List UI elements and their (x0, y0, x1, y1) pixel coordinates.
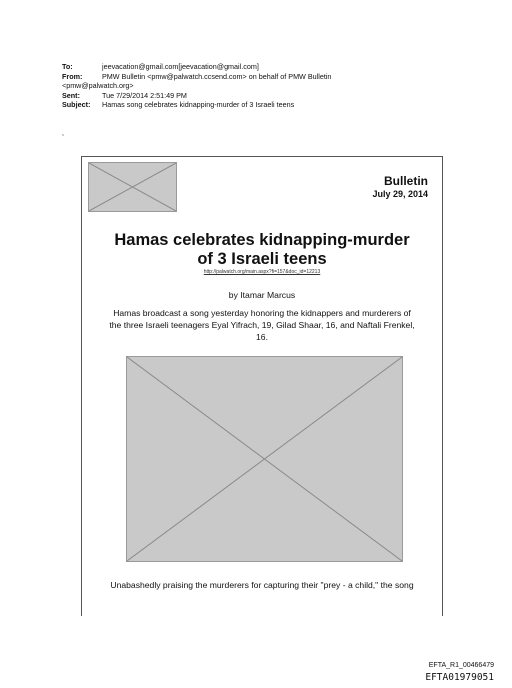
paragraph-2: Unabashedly praising the murderers for capturing their "prey - a child," the song (110, 580, 414, 590)
bulletin-card (81, 156, 443, 616)
article-link[interactable]: http://palwatch.org/main.aspx?fi=157&doc_id=12213 (203, 269, 321, 275)
article-title (82, 231, 442, 269)
from-value-cont: <pmw@palwatch.org> (62, 81, 134, 91)
byline: by Itamar Marcus (228, 290, 296, 300)
paragraph-1-line-1: Hamas broadcast a song yesterday honoring the kidnappers and murderers of (113, 308, 411, 318)
from-label: From: (62, 71, 83, 81)
email-header (62, 62, 482, 110)
to-label: To: (62, 62, 73, 71)
logo-image-placeholder (88, 162, 177, 212)
title-line-2: of 3 Israeli teens (197, 250, 327, 268)
from-row (62, 72, 482, 82)
bulletin-heading (372, 174, 428, 200)
footer-ref-1: EFTA_R1_00466479 (428, 662, 494, 669)
footer-ref-2: EFTA01979051 (425, 672, 494, 683)
stray-mark (62, 134, 64, 136)
sent-value: Tue 7/29/2014 2:51:49 PM (102, 90, 187, 100)
from-value: PMW Bulletin <pmw@palwatch.ccsend.com> on behalf of PMW Bulletin (102, 71, 332, 81)
subject-label: Subject: (62, 100, 91, 110)
image-placeholder-icon (127, 357, 402, 561)
to-row (62, 62, 482, 72)
bulletin-label: Bulletin (384, 174, 428, 188)
subject-row (62, 100, 482, 110)
sent-row (62, 91, 482, 101)
sent-label: Sent: (62, 90, 80, 100)
image-placeholder-icon (89, 163, 176, 211)
subject-value: Hamas song celebrates kidnapping-murder of 3 Israeli teens (102, 100, 295, 110)
main-image-placeholder (126, 356, 403, 562)
bulletin-date: July 29, 2014 (372, 189, 428, 199)
title-line-1: Hamas celebrates kidnapping-murder (114, 231, 410, 249)
paragraph-1-line-2: the three Israeli teenagers Eyal Yifrach, 19, Gilad Shaar, 16, and Naftali Frenkel, (109, 319, 415, 330)
paragraph-1 (82, 308, 442, 343)
to-value: jeevacation@gmail.com[jeevacation@gmail.com] (102, 62, 259, 71)
paragraph-1-line-3: 16. (256, 331, 268, 342)
